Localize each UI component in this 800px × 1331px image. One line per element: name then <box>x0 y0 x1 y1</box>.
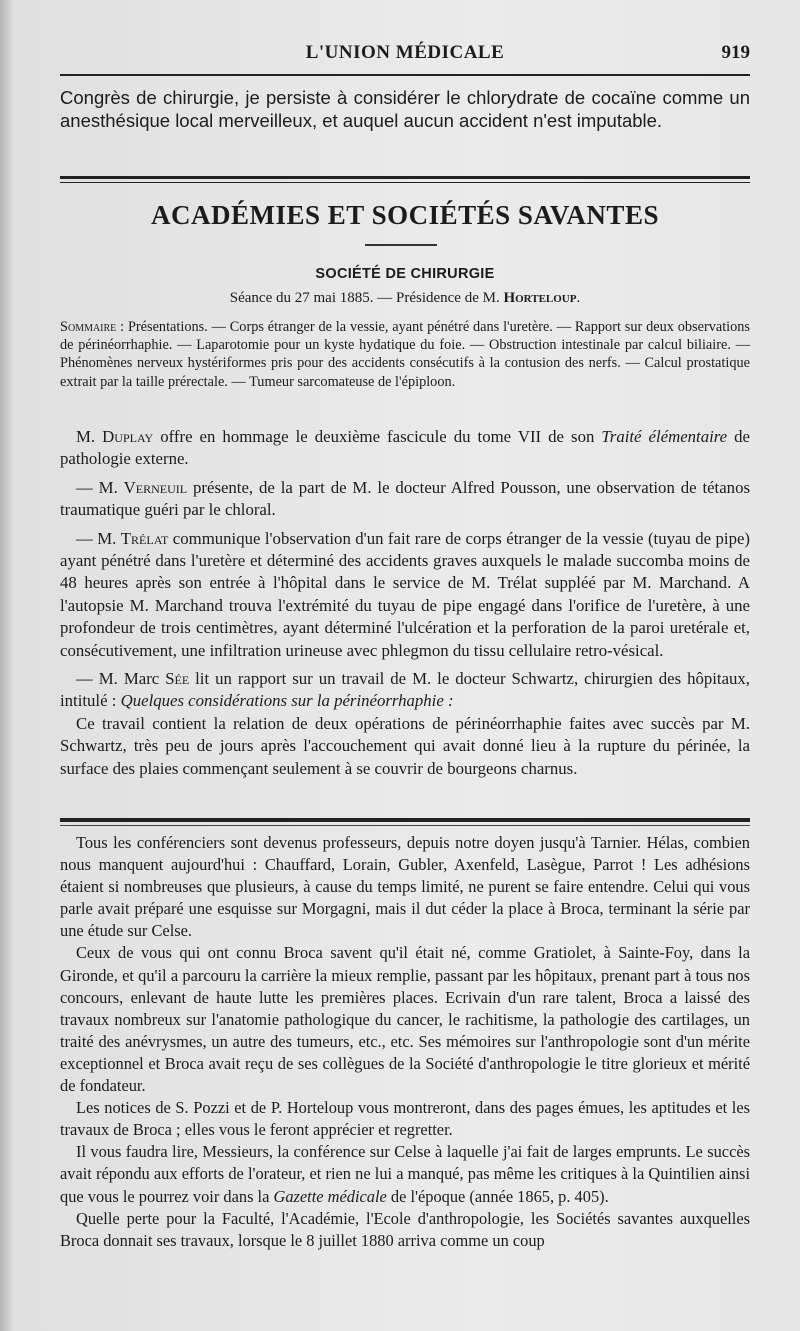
feuilleton-paragraph-2: Ceux de vous qui ont connu Broca savent qu'il était né, comme Gratiolet, à Sainte-Foy, dans la Gironde, et qu'il a parcouru la carrière la mieux remplie, passant par les hôpitaux, prenant part à tous nos concours, enlevant de haute lutte les premières places. Ecrivain d'un rare talent, Broca a laissé des travaux nombreux sur l'anatomie pathologique du cancer, le rachitisme, la pathologie des cartilages, un traité des anévrysmes, un autre des tumeurs, etc., etc. Ses mémoires sur l'anthropologie sont d'un mérite exceptionnel et Broca avait reçu de ses collègues de la Société d'anthropologie le titre glorieux et mérité de fondateur. <box>60 943 750 1096</box>
p1-text: offre en hommage le deuxième fascicule du tome VII de son <box>153 427 602 446</box>
intro-paragraph: Congrès de chirurgie, je persiste à considérer le chlorydrate de cocaïne comme un anesthésique local merveilleux, et auquel aucun accident n'est imputable. <box>60 87 750 131</box>
title-underline <box>365 244 437 246</box>
page-number: 919 <box>721 42 750 63</box>
p3-name: Trélat <box>120 528 169 548</box>
p1-lead: M. <box>76 427 103 446</box>
journal-title: L'UNION MÉDICALE <box>305 42 505 63</box>
p2-text: présente, de la part de M. le docteur Alfred Pousson, une observation de tétanos traumatique guéri par le chloral. <box>60 477 750 520</box>
feuilleton-text <box>60 832 750 1252</box>
p1-italic: Traité élémentaire <box>601 427 728 446</box>
p1-name: Duplay <box>102 427 154 446</box>
paragraph-schwartz: Ce travail contient la relation de deux opérations de périnéorrhaphie faites avec succès par M. Schwartz, très peu de jours après l'accouchement qui avait donné lieu à la rupture du périnée, la surface des plaies commençant seulement à se couvrir de bourgeons charnus. <box>60 713 750 778</box>
p4-lead: — M. Marc <box>76 669 166 689</box>
f4-a: Il vous faudra lire, Messieurs, la conférence sur Celse à laquelle j'ai fait de larges emprunts. Le succès avait répondu aux efforts de l'orateur, et rien ne lui a manqué, pas même les critiques à la Quintilien ainsi que vous le pourrez voir dans la <box>60 1142 750 1206</box>
feuilleton-paragraph-3: Les notices de S. Pozzi et de P. Horteloup vous montreront, dans des pages émues, les aptitudes et les travaux de Broca ; elles vous le feront apprécier et regretter. <box>60 1098 750 1140</box>
feuilleton-paragraph-5: Quelle perte pour la Faculté, l'Académie, l'Ecole d'anthropologie, les Sociétés savantes auxquelles Broca donnait ses travaux, lorsque le 8 juillet 1880 arriva comme un coup <box>60 1208 750 1250</box>
session-line <box>60 290 750 307</box>
header-rule <box>60 74 750 76</box>
p4-name: Sée <box>165 669 190 689</box>
session-president: Horteloup <box>503 290 577 306</box>
proceedings-text <box>60 426 750 780</box>
paragraph-see <box>60 668 750 713</box>
f4-b: de l'époque (année 1865, p. 405). <box>386 1186 609 1206</box>
summary-label: Sommaire <box>60 319 117 335</box>
p4-italic: Quelques considérations sur la périnéorrhaphie : <box>120 691 454 711</box>
paragraph-trelat <box>60 528 750 662</box>
summary-block <box>60 318 750 391</box>
p2-name: Verneuil <box>123 477 188 497</box>
f4-italic: Gazette médicale <box>273 1186 387 1206</box>
feuilleton-paragraph-4 <box>60 1141 750 1207</box>
feuilleton-paragraph-1: Tous les conférenciers sont devenus professeurs, depuis notre doyen jusqu'à Tarnier. Hélas, combien nous manquent aujourd'hui : Chauffard, Lorain, Gubler, Axenfeld, Lasègue, Parrot ! Les adhésions étaient si nombreuses que plusieurs, à cause du temps limité, ne purent se faire entendre. Celui qui vous parle avait préparé une esquisse sur Morgagni, mais il dut céder la place à Broca, terminant la série par une étude sur Celse. <box>60 833 750 941</box>
paragraph-duplay <box>60 426 750 471</box>
society-heading: SOCIÉTÉ DE CHIRURGIE <box>315 266 495 282</box>
p3-lead: — M. <box>76 528 121 548</box>
p2-lead: — M. <box>76 477 124 497</box>
paragraph-verneuil <box>60 477 750 522</box>
section-divider <box>60 176 750 179</box>
running-head <box>60 42 750 66</box>
feuilleton-divider <box>60 818 750 822</box>
summary-text: : Présentations. — Corps étranger de la vessie, ayant pénétré dans l'uretère. — Rapport sur deux observations de périnéorrhaphie. — Laparotomie pour un kyste hydatique du foie. — Obstruction intestinale par calcul biliaire. — Phénomènes nerveux hystériformes pris pour des accidents consécutifs à la contusion des nerfs. — Calcul prostatique extrait par la taille prérectale. — Tumeur sarcomateuse de l'épiploon. <box>60 319 750 390</box>
p1-tail: de pathologie externe. <box>60 427 750 469</box>
p3-text: communique l'observation d'un fait rare de corps étranger de la vessie (tuyau de pipe) ayant pénétré dans l'uretère et déterminé des accidents graves auxquels le malade succomba moins de 48 heures après son entrée à l'hôpital dans le service de M. Trélat suppléé par M. Marchand. A l'autopsie M. Marchand trouva l'extrémité du tuyau de pipe engagé dans l'orifice de l'uretère, à une profondeur de trois centimètres, ayant déterminé l'ulcération et la perforation de la paroi uretérale et, consécutivement, une infiltration urineuse avec phlegmon du tissu cellulaire retro-vésical. <box>60 528 751 660</box>
p4-text: lit un rapport sur un travail de M. le docteur Schwartz, chirurgien des hôpitaux, intitulé : <box>60 669 750 711</box>
section-title: ACADÉMIES ET SOCIÉTÉS SAVANTES <box>151 200 659 230</box>
session-suffix: . <box>576 290 581 306</box>
session-prefix: Séance du 27 mai 1885. — Présidence de M. <box>229 290 504 306</box>
